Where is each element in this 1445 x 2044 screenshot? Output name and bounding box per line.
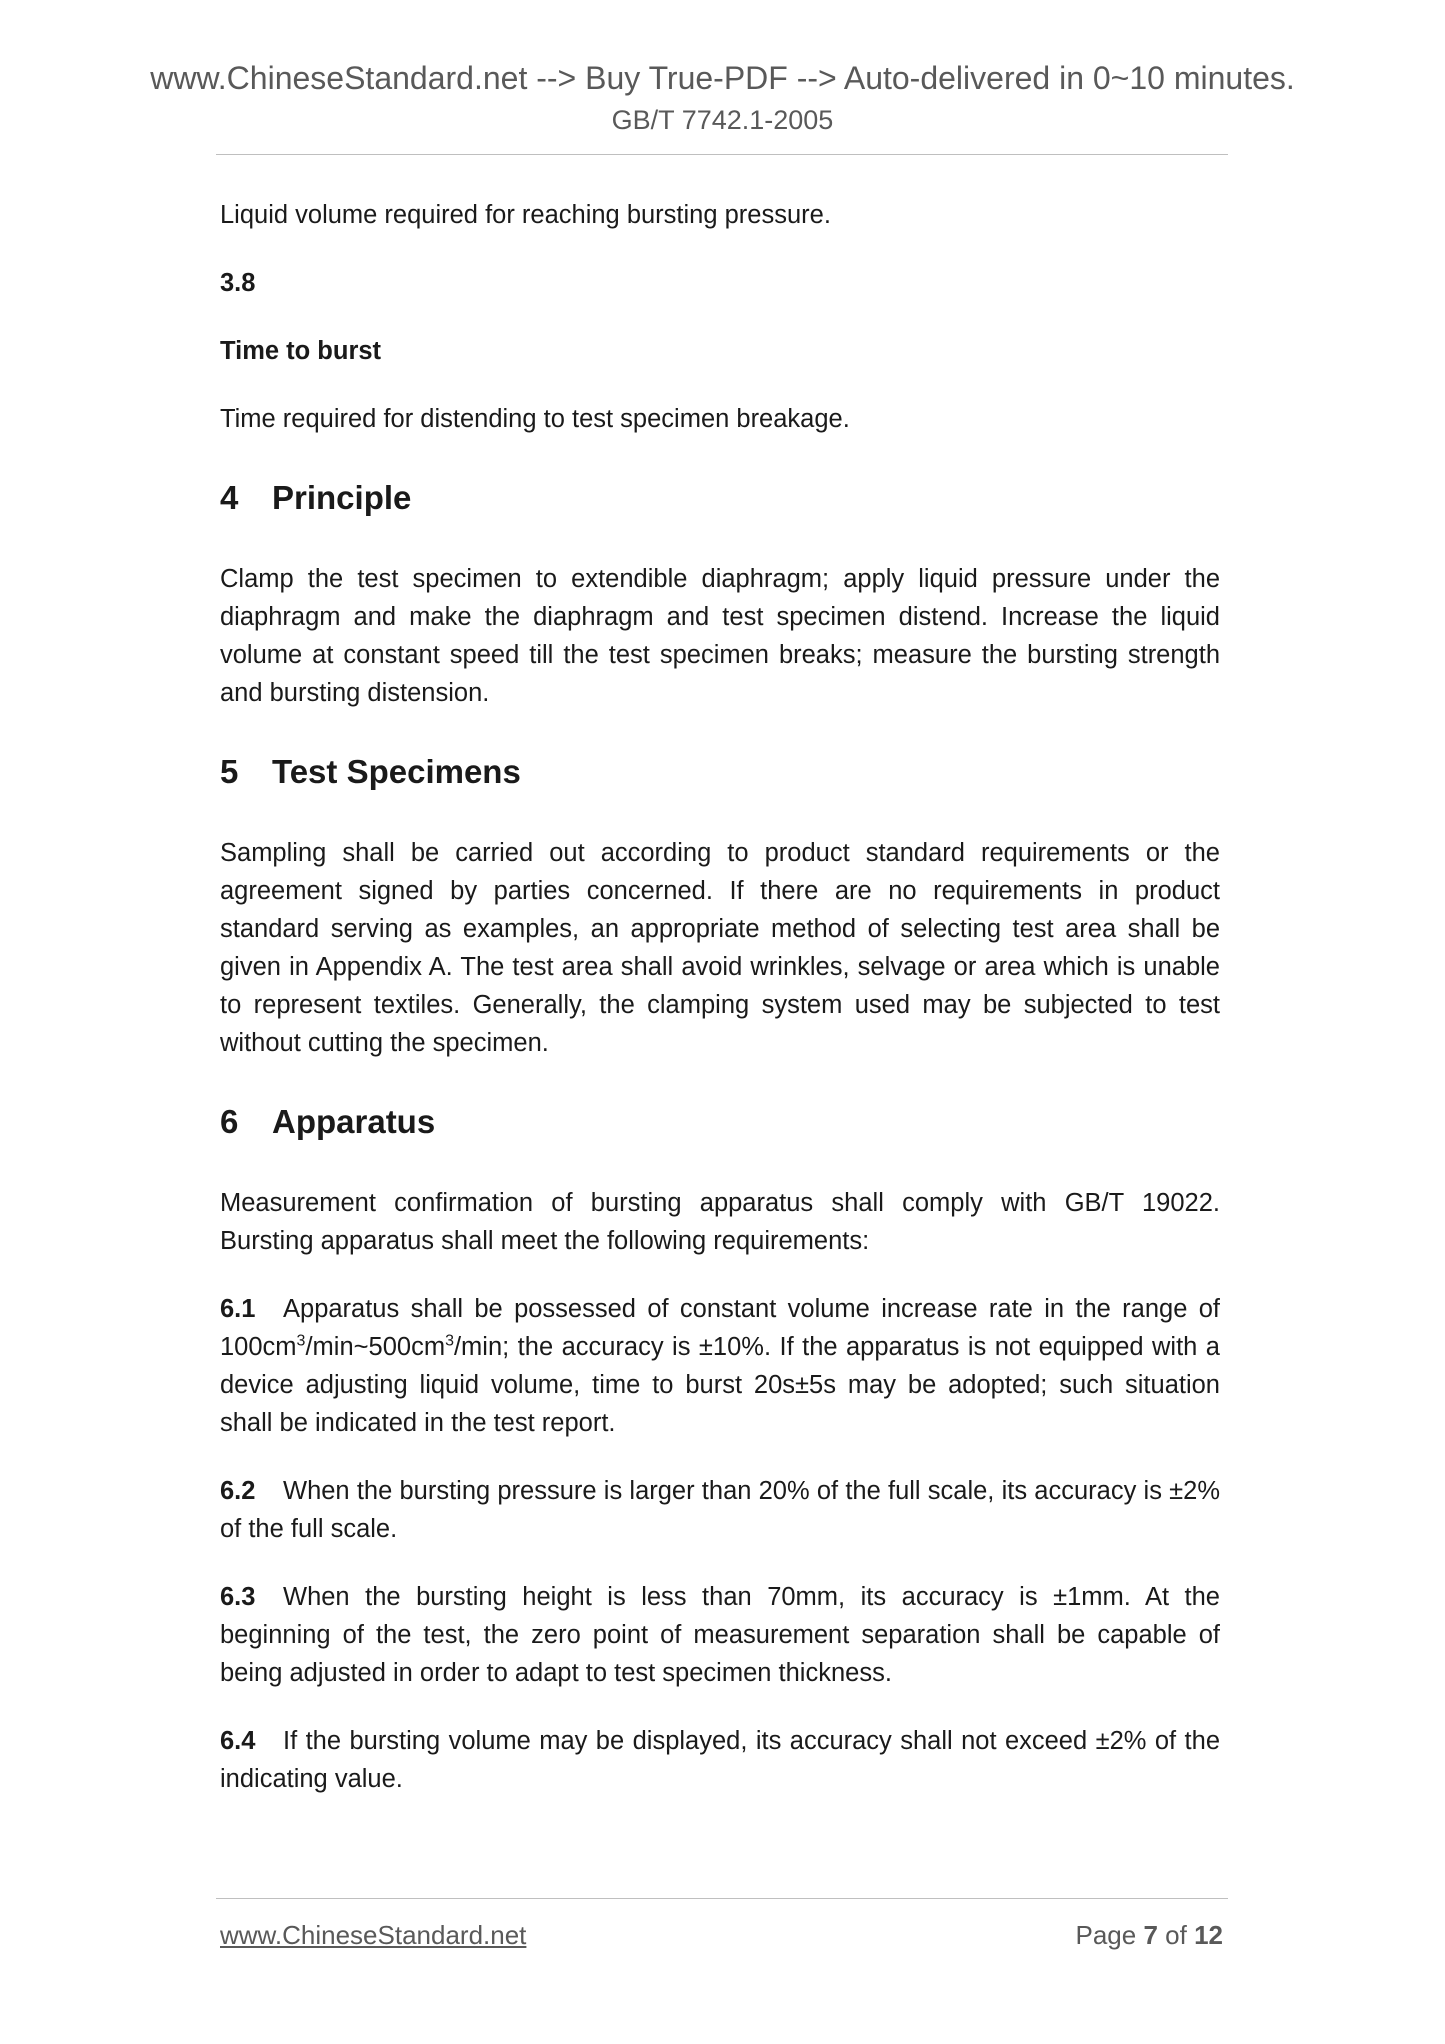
section-number: 6 [220,1103,239,1140]
term-number: 3.8 [220,269,256,297]
clause-number: 6.4 [220,1727,256,1755]
page-indicator [1075,1918,1223,1952]
page-current: 7 [1143,1920,1158,1950]
section-title: Apparatus [272,1103,436,1140]
header-divider [216,154,1228,155]
section-heading-apparatus [220,1100,1220,1144]
section-number: 4 [220,479,239,516]
page-label: Page [1075,1920,1137,1950]
clause-text: When the bursting pressure is larger than 20% of the full scale, its accuracy is ±2% of the full scale. [220,1477,1220,1543]
clause-text-part: /min; the accuracy is ±10%. If the apparatus is not equipped with a device adjusting liquid volume, time to burst 20s±5s may be adopted; such situation shall be indicated in the test report. [220,1333,1220,1437]
clause-text: When the bursting height is less than 70mm, its accuracy is ±1mm. At the beginning of the test, the zero point of measurement separation shall be capable of being adjusted in order to adapt to test specimen thickness. [220,1583,1220,1687]
page-content [220,196,1220,1828]
page-total: 12 [1194,1920,1223,1950]
definition-text-3-7: Liquid volume required for reaching bursting pressure. [220,201,831,229]
section-title: Principle [272,479,412,516]
clause-6-2 [220,1472,1220,1548]
clause-text: If the bursting volume may be displayed, its accuracy shall not exceed ±2% of the indicating value. [220,1727,1220,1793]
clause-number: 6.2 [220,1477,256,1505]
page-of: of [1165,1920,1187,1950]
clause-6-4 [220,1722,1220,1798]
clause-6-3 [220,1578,1220,1692]
section-title: Test Specimens [272,753,521,790]
clause-number: 6.3 [220,1583,256,1611]
clause-number: 6.1 [220,1295,256,1323]
term-name: Time to burst [220,337,382,365]
footer-website-link[interactable]: www.ChineseStandard.net [220,1920,527,1950]
clause-6-1 [220,1290,1220,1442]
apparatus-intro-paragraph: Measurement confirmation of bursting apparatus shall comply with GB/T 19022. Bursting apparatus shall meet the following requirements: [220,1189,1220,1255]
term-definition: Time required for distending to test specimen breakage. [220,405,850,433]
section-number: 5 [220,753,239,790]
header-title: www.ChineseStandard.net --> Buy True-PDF --> Auto-delivered in 0~10 minutes. [150,60,1295,96]
document-id: GB/T 7742.1-2005 [611,105,834,135]
test-specimens-paragraph: Sampling shall be carried out according to product standard requirements or the agreement signed by parties concerned. If there are no requirements in product standard serving as examples, an appropriate method of selecting test area shall be given in Appendix A. The test area shall avoid wrinkles, selvage or area which is unable to represent textiles. Generally, the clamping system used may be subjected to test without cutting the specimen. [220,839,1220,1057]
superscript: 3 [445,1332,454,1350]
footer-divider [216,1898,1228,1899]
superscript: 3 [296,1332,306,1350]
clause-text-part: Apparatus shall be possessed of constant volume increase rate in the range of 100cm [220,1295,1220,1361]
principle-paragraph: Clamp the test specimen to extendible diaphragm; apply liquid pressure under the diaphragm and make the diaphragm and test specimen distend. Increase the liquid volume at constant speed till the test specimen breaks; measure the bursting strength and bursting distension. [220,565,1220,707]
clause-text-part: /min~500cm [305,1333,446,1361]
section-heading-principle [220,476,1220,520]
section-heading-test-specimens [220,750,1220,794]
